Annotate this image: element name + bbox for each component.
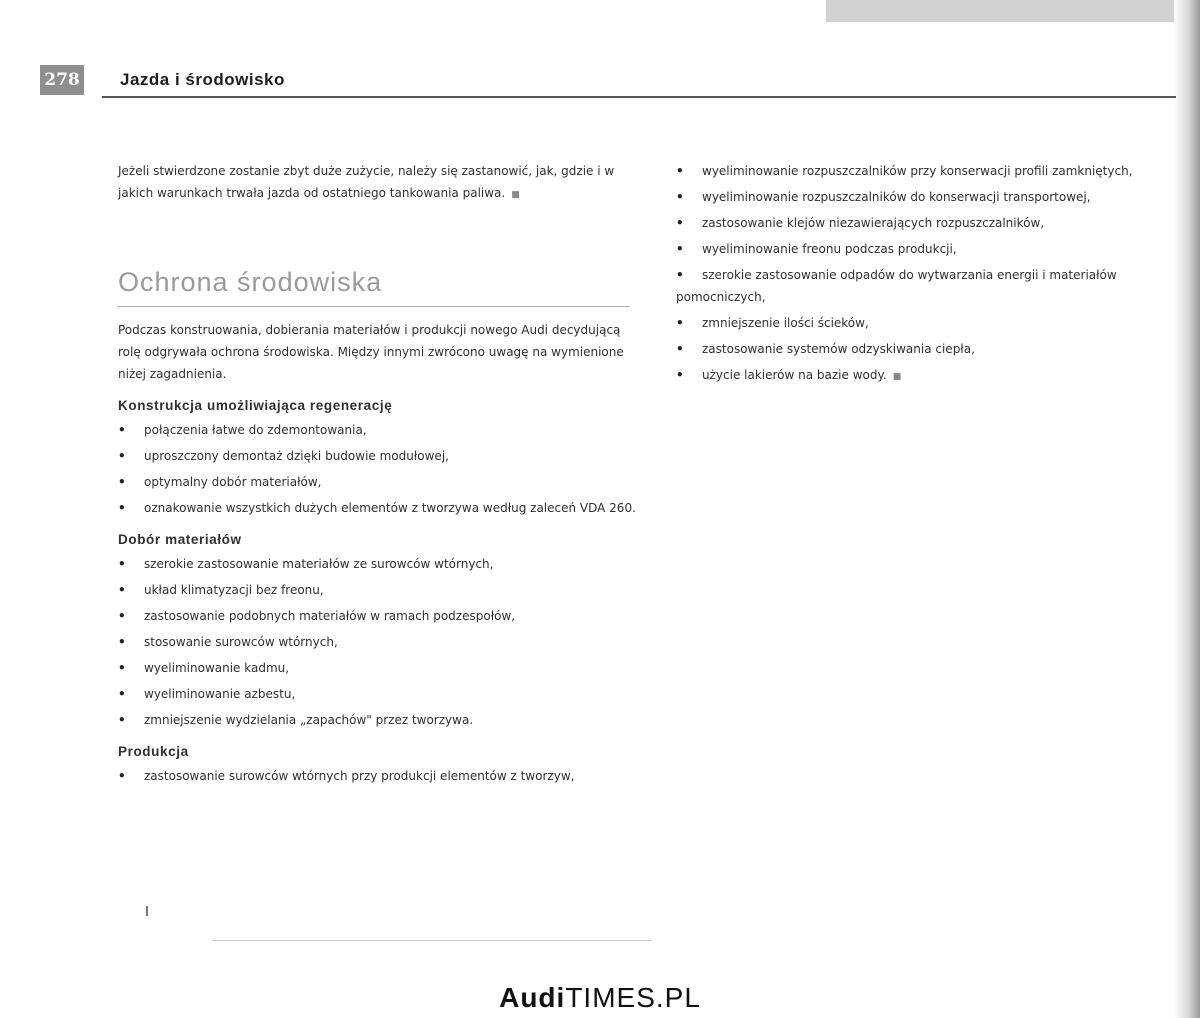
list-item bbox=[118, 497, 638, 519]
list-item bbox=[118, 605, 638, 627]
section-intro: Podczas konstruowania, dobierania materiałów i produkcji nowego Audi decydującą rolę odgrywała ochrona środowiska. Między innymi zwrócono uwagę na wymienione niżej zagadnienia. bbox=[118, 323, 624, 381]
end-mark: ■ bbox=[892, 372, 902, 382]
left-column bbox=[118, 160, 638, 791]
bullet-icon: • bbox=[118, 687, 126, 701]
bullet-icon: • bbox=[676, 216, 684, 230]
bullet-icon: • bbox=[118, 475, 126, 489]
running-title: Jazda i środowisko bbox=[120, 70, 285, 89]
list-item-text: wyeliminowanie rozpuszczalników przy konserwacji profili zamkniętych, bbox=[702, 164, 1133, 178]
list-item bbox=[676, 160, 1156, 182]
bullet-icon: • bbox=[118, 449, 126, 463]
list-item bbox=[676, 338, 1156, 360]
page-edge-tab bbox=[826, 0, 1200, 22]
list-item-text: zmniejszenie wydzielania „zapachów" przez tworzywa. bbox=[144, 713, 474, 727]
footer-tick bbox=[146, 906, 148, 916]
section-rule bbox=[118, 306, 630, 307]
list-item-text: zastosowanie surowców wtórnych przy produkcji elementów z tworzyw, bbox=[144, 769, 575, 783]
list-item-text: układ klimatyzacji bez freonu, bbox=[144, 583, 324, 597]
footer-rule bbox=[212, 940, 652, 941]
production-list bbox=[118, 765, 638, 787]
subsection-title-production: Produkcja bbox=[118, 744, 189, 759]
list-item bbox=[118, 471, 638, 493]
watermark-bold: Audi bbox=[499, 982, 566, 1013]
bullet-icon: • bbox=[676, 164, 684, 178]
list-item-text: użycie lakierów na bazie wody. bbox=[702, 368, 887, 382]
list-item-text: zastosowanie podobnych materiałów w ramach podzespołów, bbox=[144, 609, 516, 623]
list-item bbox=[676, 186, 1156, 208]
bullet-icon: • bbox=[118, 583, 126, 597]
list-item bbox=[676, 238, 1156, 260]
list-item-text: szerokie zastosowanie materiałów ze surowców wtórnych, bbox=[144, 557, 494, 571]
list-item-text: szerokie zastosowanie odpadów do wytwarzania energii i materiałów pomocniczych, bbox=[676, 268, 1117, 304]
list-item bbox=[118, 631, 638, 653]
bullet-icon: • bbox=[118, 713, 126, 727]
list-item-text: wyeliminowanie freonu podczas produkcji, bbox=[702, 242, 957, 256]
right-column bbox=[676, 160, 1156, 392]
intro-text: Jeżeli stwierdzone zostanie zbyt duże zużycie, należy się zastanowić, jak, gdzie i w jakich warunkach trwała jazda od ostatniego tankowania paliwa. bbox=[118, 164, 615, 200]
list-item-text: zmniejszenie ilości ścieków, bbox=[702, 316, 869, 330]
bullet-icon: • bbox=[118, 609, 126, 623]
list-item-text: zastosowanie systemów odzyskiwania ciepła, bbox=[702, 342, 975, 356]
page-header bbox=[40, 62, 1176, 98]
list-item-text: stosowanie surowców wtórnych, bbox=[144, 635, 338, 649]
list-item bbox=[118, 553, 638, 575]
list-item bbox=[676, 312, 1156, 334]
bullet-icon: • bbox=[118, 423, 126, 437]
list-item bbox=[118, 445, 638, 467]
bullet-icon: • bbox=[676, 368, 684, 382]
watermark-logo bbox=[0, 982, 1200, 1014]
end-mark: ■ bbox=[511, 190, 520, 200]
list-item bbox=[676, 264, 1156, 308]
list-item bbox=[118, 709, 638, 731]
section-title: Ochrona środowiska bbox=[118, 267, 383, 297]
construction-list bbox=[118, 419, 638, 519]
subsection-title-construction: Konstrukcja umożliwiająca regenerację bbox=[118, 398, 393, 413]
list-item bbox=[118, 419, 638, 441]
list-item bbox=[118, 683, 638, 705]
bullet-icon: • bbox=[676, 342, 684, 356]
page-number: 278 bbox=[40, 65, 84, 95]
list-item-text: zastosowanie klejów niezawierających rozpuszczalników, bbox=[702, 216, 1045, 230]
list-item bbox=[118, 579, 638, 601]
list-item bbox=[676, 212, 1156, 234]
materials-list bbox=[118, 553, 638, 731]
list-item-text: oznakowanie wszystkich dużych elementów z tworzywa według zaleceń VDA 260. bbox=[144, 501, 636, 515]
bullet-icon: • bbox=[118, 661, 126, 675]
header-rule bbox=[102, 96, 1176, 98]
list-item bbox=[676, 364, 1156, 388]
intro-paragraph bbox=[118, 160, 638, 206]
bullet-icon: • bbox=[676, 316, 684, 330]
bullet-icon: • bbox=[676, 190, 684, 204]
list-item-text: uproszczony demontaż dzięki budowie modułowej, bbox=[144, 449, 449, 463]
bullet-icon: • bbox=[676, 268, 684, 282]
list-item bbox=[118, 765, 638, 787]
list-item bbox=[118, 657, 638, 679]
watermark-light: TIMES.PL bbox=[565, 982, 701, 1013]
list-item-text: wyeliminowanie rozpuszczalników do konserwacji transportowej, bbox=[702, 190, 1091, 204]
list-item-text: wyeliminowanie azbestu, bbox=[144, 687, 296, 701]
list-item-text: wyeliminowanie kadmu, bbox=[144, 661, 290, 675]
bullet-icon: • bbox=[118, 557, 126, 571]
bullet-icon: • bbox=[118, 635, 126, 649]
list-item-text: połączenia łatwe do zdemontowania, bbox=[144, 423, 367, 437]
list-item-text: optymalny dobór materiałów, bbox=[144, 475, 322, 489]
subsection-title-materials: Dobór materiałów bbox=[118, 532, 242, 547]
bullet-icon: • bbox=[118, 501, 126, 515]
bullet-icon: • bbox=[118, 769, 126, 783]
bullet-icon: • bbox=[676, 242, 684, 256]
page-edge-shadow bbox=[1174, 0, 1200, 1018]
production-list-continued bbox=[676, 160, 1156, 388]
